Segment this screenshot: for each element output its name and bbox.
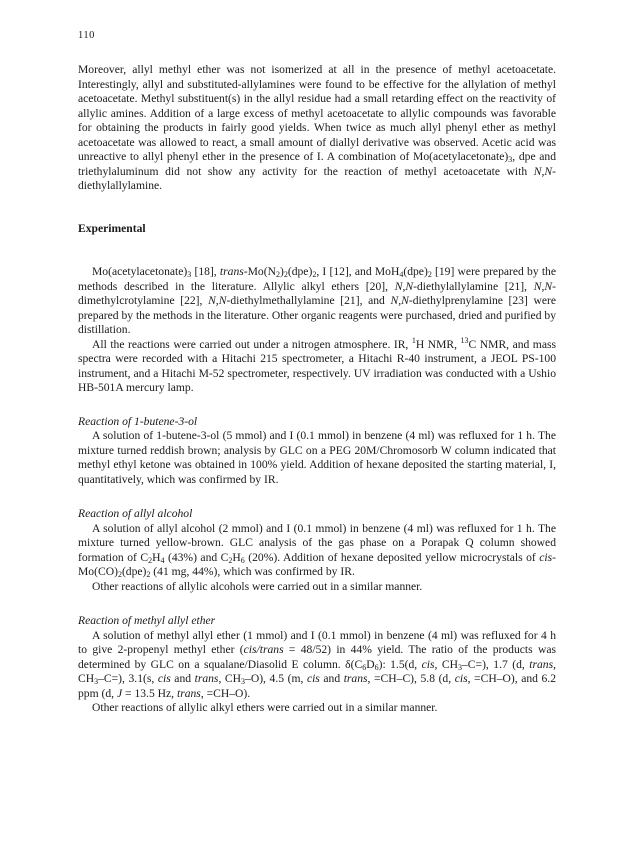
intro-paragraph: Moreover, allyl methyl ether was not isomerized at all in the presence of methyl acetoacetate. Interestingly, allyl and substituted-allylamines were found to be effective for the allylation of methyl acetoacetate. Methyl substituent(s) in the allyl residue had a small retarding effect on the reactivity of allylic amines. Addition of a large excess of methyl acetoacetate to allylic compounds was favorable for obtaining the products in fairly good yields. When twice as much allyl phenyl ether as methyl acetoacetate was allowed to react, a small amount of diallyl derivative was observed. Acetic acid was unreactive to allyl phenyl ether in the presence of I. A combination of $Mo(acetylacetonate)_3$, dpe and triethylaluminum did not show any activity for the reaction of methyl acetoacetate with N,N-diethylallylamine.: [78, 63, 556, 192]
section-butenol: [78, 415, 556, 488]
section-methyl-allyl-ether-paragraph-2: Other reactions of allylic alkyl ethers were carried out in a similar manner.: [92, 701, 438, 714]
section-butenol-heading: Reaction of 1-butene-3-ol: [78, 414, 198, 428]
experimental-paragraph-2: All the reactions were carried out under a nitrogen atmosphere. IR, $^1$H NMR, $^{13}$C NMR, and mass spectra were recorded with a Hitachi 215 spectrometer, a Hitachi R-40 instrument, a JEOL PS-100 instrument, and a Hitachi M-52 spectrometer, respectively. UV irradiation was conducted with a Ushio HB-501A mercury lamp.: [78, 335, 556, 394]
experimental-heading: Experimental: [78, 221, 146, 235]
document-page: [78, 30, 556, 716]
section-allyl-alcohol-paragraph-2: Other reactions of allylic alcohols were carried out in a similar manner.: [92, 579, 423, 593]
page-number: 110: [78, 30, 95, 41]
section-allyl-alcohol: [78, 507, 556, 594]
experimental-paragraph-1: $Mo(acetylacetonate)_3$ [18], trans-$Mo(N_2)_2(dpe)_2$, I [12], and $MoH_4(dpe)_2$ [19] were prepared by the methods described in the literature. Allylic alkyl ethers [20], N,N-diethylallylamine [21], N,N-dimethylcrotylamine [22], N,N-diethylmethallylamine [21], and N,N-diethylprenylamine [23] were prepared by the methods in the literature. Other organic reagents were purchased, dried and purified by distillation.: [78, 265, 557, 336]
section-butenol-paragraph: A solution of 1-butene-3-ol (5 mmol) and I (0.1 mmol) in benzene (4 ml) was refluxed for 1 h. The mixture turned reddish brown; analysis by GLC on a PEG 20M/Chromosorb W column indicated that methyl ethyl ketone was obtained in 100% yield. Addition of hexane deposited the starting material, I, quantitatively, which was confirmed by IR.: [78, 429, 556, 486]
section-methyl-allyl-ether: [78, 614, 556, 716]
section-allyl-alcohol-heading: Reaction of allyl alcohol: [78, 507, 193, 520]
section-methyl-allyl-ether-heading: Reaction of methyl allyl ether: [78, 614, 216, 627]
section-methyl-allyl-ether-paragraph-1: A solution of methyl allyl ether (1 mmol) and I (0.1 mmol) in benzene (4 ml) was refluxed for 4 h to give 2-propenyl methyl ether (cis/trans = 48/52) in 44% yield. The ratio of the products was determined by GLC on a squalane/Diasolid E column. $\delta(C_6D_6)$: 1.5(d, cis, $CH_3-C=$), 1.7 (d, trans, $CH_3-C=$), 3.1(s, cis and trans, $CH_3-O$), 4.5 (m, cis and trans, =CH–C), 5.8 (d, cis, =CH–O), and 6.2 ppm (d, J = 13.5 Hz, trans, =CH–O).: [78, 628, 556, 700]
section-allyl-alcohol-paragraph-1: A solution of allyl alcohol (2 mmol) and I (0.1 mmol) in benzene (4 ml) was refluxed for 1 h. The mixture turned yellow-brown. GLC analysis of the gas phase on a Porapak Q column showed formation of $C_2H_4$ (43%) and $C_2H_6$ (20%). Addition of hexane deposited yellow microcrystals of cis-$Mo(CO)_2(dpe)_2$ (41 mg, 44%), which was confirmed by IR.: [78, 521, 556, 579]
